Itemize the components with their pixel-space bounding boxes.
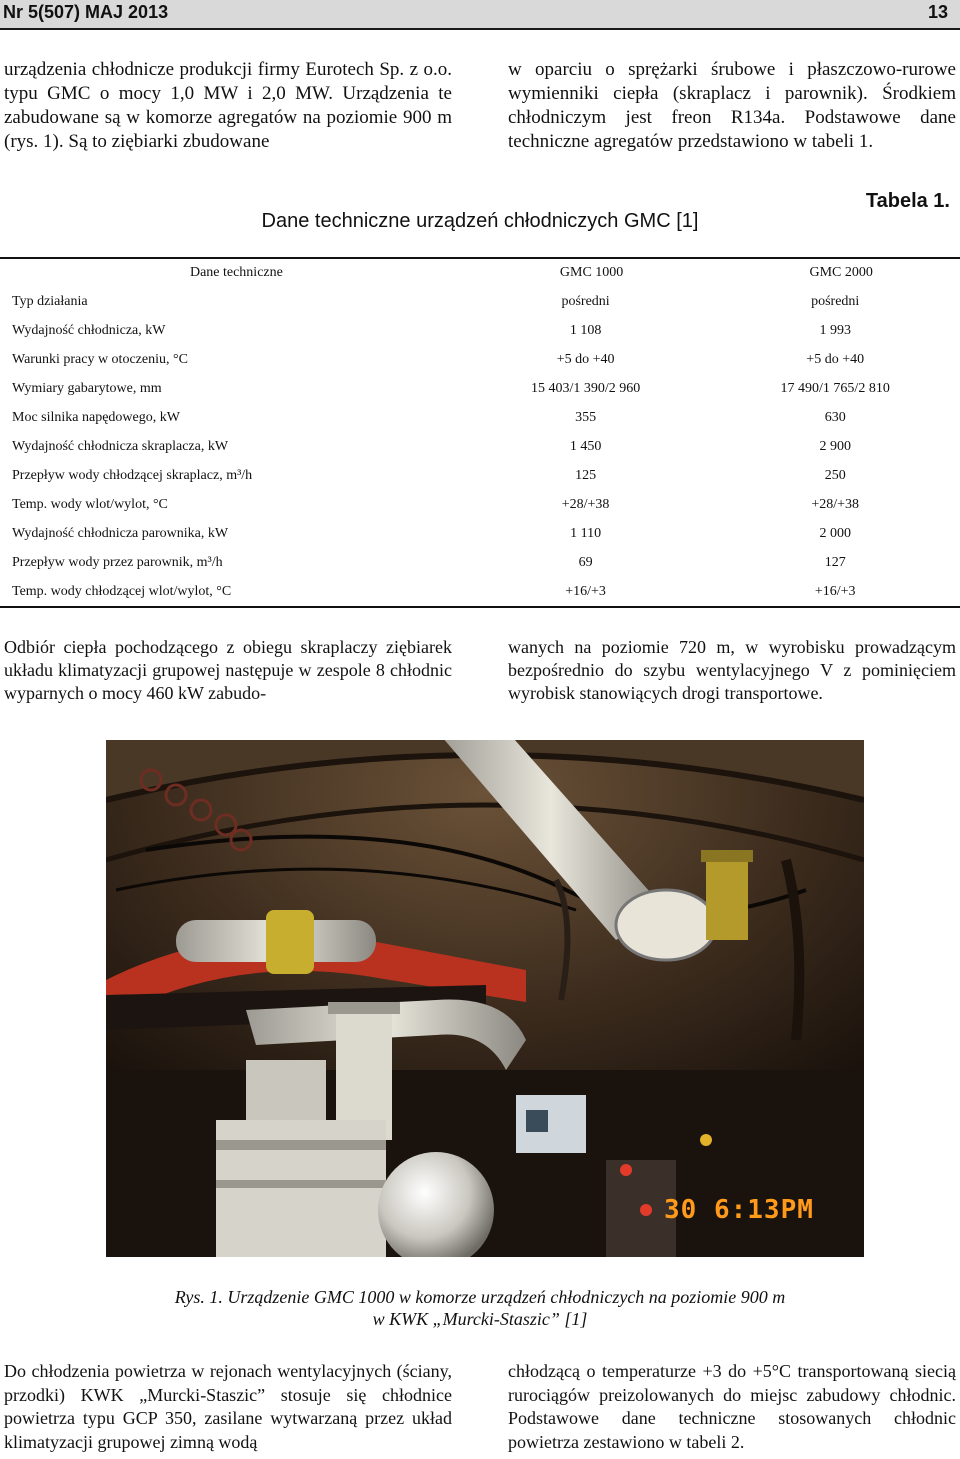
gmc2000-value: 2 000: [819, 525, 851, 541]
table-row: [0, 577, 960, 607]
bottom-text-left: Do chłodzenia powietrza w rejonach wentylacyjnych (ściany, przodki) KWK „Murcki-Staszic” stosuje się chłodnice powietrza typu GCP 350, zasilane wytwarzaną przez układ klimatyzacji grupowej zimną wodą: [4, 1361, 452, 1452]
table-row: [0, 316, 960, 345]
photo-timestamp: 30 6:13PM: [664, 1195, 814, 1225]
gmc1000-value: +28/+38: [561, 496, 610, 512]
table-header-row: [0, 259, 960, 287]
row-label: Temp. wody wlot/wylot, °C: [12, 496, 168, 512]
issue-label: Nr 5(507) MAJ 2013: [3, 2, 169, 22]
gmc2000-value: +16/+3: [710, 577, 960, 607]
row-label: Wydajność chłodnicza skraplacza, kW: [12, 438, 229, 454]
table-row: [0, 519, 960, 548]
intro-text-left: urządzenia chłodnicze produkcji firmy Eurotech Sp. z o.o. typu GMC o mocy 1,0 MW i 2,0 MW. Urządzenia te zabudowane są w komorze agregatów na poziomie 900 m (rys. 1). Są to ziębiarki zbudowane: [4, 59, 452, 152]
table-row: [0, 548, 960, 577]
outro-text-right: wanych na poziomie 720 m, w wyrobisku prowadzącym bezpośrednio do szybu wentylacyjnego V z pominięciem wyrobisk stanowiących drogi transportowe.: [508, 637, 956, 703]
bottom-text-right: chłodzącą o temperaturze +3 do +5°C transportowaną siecią rurociągów preizolowanych do miejsc zabudowy chłodnic. Podstawowe dane techniczne stosowanych chłodnic powietrza zestawiono w tabeli 2.: [508, 1361, 956, 1452]
row-label: Wydajność chłodnicza parownika, kW: [12, 525, 229, 541]
gmc1000-value: +5 do +40: [556, 351, 615, 367]
row-label: Temp. wody chłodzącej wlot/wylot, °C: [0, 577, 461, 607]
gmc2000-value: 127: [824, 554, 846, 570]
figure-photo: [106, 740, 864, 1257]
gmc1000-value: 355: [575, 409, 597, 425]
figure-caption: [0, 1286, 960, 1330]
table-row: [0, 287, 960, 316]
row-label: Przepływ wody chłodzącej skraplacz, m³/h: [12, 467, 253, 483]
outro-paragraph-left: [4, 636, 452, 705]
table-row: [0, 432, 960, 461]
table-row: [0, 461, 960, 490]
outro-paragraph-right: [508, 636, 956, 705]
gmc2000-value: 17 490/1 765/2 810: [780, 380, 890, 396]
gmc1000-value: 125: [575, 467, 597, 483]
gmc1000-value: 69: [578, 554, 593, 570]
table-title: Dane techniczne urządzeń chłodniczych GMC [1]: [261, 210, 699, 232]
gmc2000-value: 630: [824, 409, 846, 425]
table-row: [0, 345, 960, 374]
photo-illustration: [106, 740, 864, 1257]
row-label: Typ działania: [12, 293, 88, 309]
gmc2000-value: 2 900: [819, 438, 851, 454]
intro-text-right: w oparciu o sprężarki śrubowe i płaszczowo-rurowe wymienniki ciepła (skraplacz i parownik). Środkiem chłodniczym jest freon R134a. Podstawowe dane techniczne agregatów przedstawiono w tabeli 1.: [508, 59, 956, 152]
page-number: 13: [927, 2, 948, 22]
row-label: Warunki pracy w otoczeniu, °C: [12, 351, 188, 367]
running-header: [0, 0, 960, 30]
gmc2000-value: +5 do +40: [806, 351, 865, 367]
outro-text-left: Odbiór ciepła pochodzącego z obiegu skraplaczy ziębiarek układu klimatyzacji grupowej następuje w zespole 8 chłodnic wyparnych o mocy 460 kW zabudo-: [4, 637, 452, 703]
gmc2000-value: 250: [824, 467, 846, 483]
row-label: Wymiary gabarytowe, mm: [12, 380, 162, 396]
gmc1000-value: 15 403/1 390/2 960: [530, 380, 641, 396]
column-header: Dane techniczne: [189, 265, 283, 280]
column-header: GMC 2000: [809, 265, 873, 280]
gmc1000-value: 1 108: [569, 322, 602, 338]
caption-line-2: w KWK „Murcki-Staszic” [1]: [372, 1309, 588, 1329]
gmc1000-value: 1 450: [569, 438, 602, 454]
row-label: Moc silnika napędowego, kW: [12, 409, 180, 425]
bottom-paragraph-right: [508, 1360, 956, 1454]
table-row: [0, 374, 960, 403]
gmc2000-value: +28/+38: [811, 496, 860, 512]
intro-paragraph-right: [508, 58, 956, 154]
caption-line-1: Rys. 1. Urządzenie GMC 1000 w komorze urządzeń chłodniczych na poziomie 900 m: [174, 1287, 786, 1307]
table-row: [0, 490, 960, 519]
row-label: Przepływ wody przez parownik, m³/h: [12, 554, 223, 570]
table-label: Tabela 1.: [865, 190, 950, 212]
gmc2000-value: 1 993: [819, 322, 851, 338]
intro-paragraph-left: [4, 58, 452, 154]
table-row: [0, 403, 960, 432]
gmc1000-value: pośredni: [561, 293, 610, 309]
gmc2000-value: pośredni: [811, 293, 860, 309]
gmc1000-value: 1 110: [570, 525, 602, 541]
technical-data-table: [0, 259, 960, 608]
column-header: GMC 1000: [559, 265, 624, 280]
gmc1000-value: +16/+3: [461, 577, 711, 607]
bottom-paragraph-left: [4, 1360, 452, 1454]
row-label: Wydajność chłodnicza, kW: [12, 322, 166, 338]
